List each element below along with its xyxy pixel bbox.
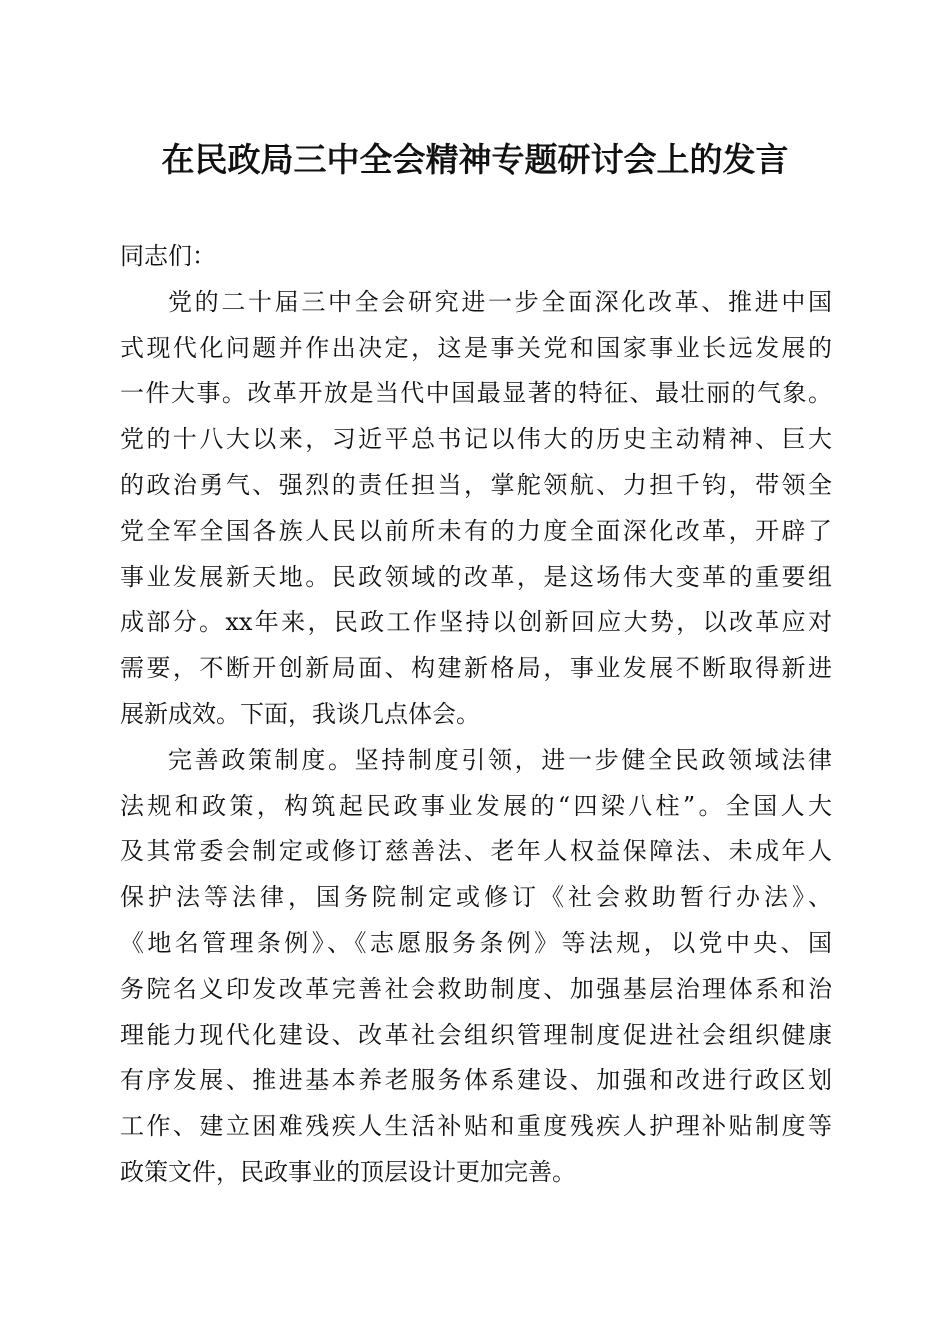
paragraph-1 — [120, 280, 832, 738]
text-line: 党的二十届三中全会研究进一步全面深化改革、推进中国 — [168, 287, 832, 316]
paragraph-2 — [120, 738, 832, 1196]
document-body — [120, 234, 832, 1196]
text-line: 保护法等法律，国务院制定或修订《社会救助暂行办法》、 — [120, 883, 832, 912]
text-line: 工作、建立困难残疾人生活补贴和重度残疾人护理补贴制度等 — [120, 1112, 832, 1141]
text-line: 理能力现代化建设、改革社会组织管理制度促进社会组织健康 — [120, 1020, 832, 1049]
text-line: 党全军全国各族人民以前所未有的力度全面深化改革，开辟了 — [120, 516, 832, 545]
text-line: 有序发展、推进基本养老服务体系建设、加强和改进行政区划 — [120, 1066, 832, 1095]
text-line: 务院名义印发改革完善社会救助制度、加强基层治理体系和治 — [120, 974, 832, 1003]
text-line: 需要，不断开创新局面、构建新格局，事业发展不断取得新进 — [120, 654, 832, 683]
text-line: 完善政策制度。坚持制度引领，进一步健全民政领域法律 — [168, 745, 832, 774]
text-line: 及其常委会制定或修订慈善法、老年人权益保障法、未成年人 — [120, 837, 832, 866]
text-line: 事业发展新天地。民政领域的改革，是这场伟大变革的重要组 — [120, 562, 832, 591]
text-line: 党的十八大以来，习近平总书记以伟大的历史主动精神、巨大 — [120, 425, 832, 454]
text-line: 《地名管理条例》、《志愿服务条例》等法规，以党中央、国 — [120, 928, 832, 957]
document-title: 在民政局三中全会精神专题研讨会上的发言 — [161, 140, 789, 179]
text-line: 的政治勇气、强烈的责任担当，掌舵领航、力担千钧，带领全 — [120, 470, 832, 499]
text-line: 政策文件，民政事业的顶层设计更加完善。 — [120, 1157, 576, 1186]
text-line: 法规和政策，构筑起民政事业发展的“四梁八柱”。全国人大 — [120, 791, 832, 820]
text-line: 一件大事。改革开放是当代中国最显著的特征、最壮丽的气象。 — [120, 379, 832, 408]
text-line: 式现代化问题并作出决定，这是事关党和国家事业长远发展的 — [120, 333, 832, 362]
salutation: 同志们： — [120, 242, 216, 270]
text-line: 展新成效。下面，我谈几点体会。 — [120, 699, 480, 728]
text-line: 成部分。xx年来，民政工作坚持以创新回应大势，以改革应对 — [120, 608, 832, 637]
